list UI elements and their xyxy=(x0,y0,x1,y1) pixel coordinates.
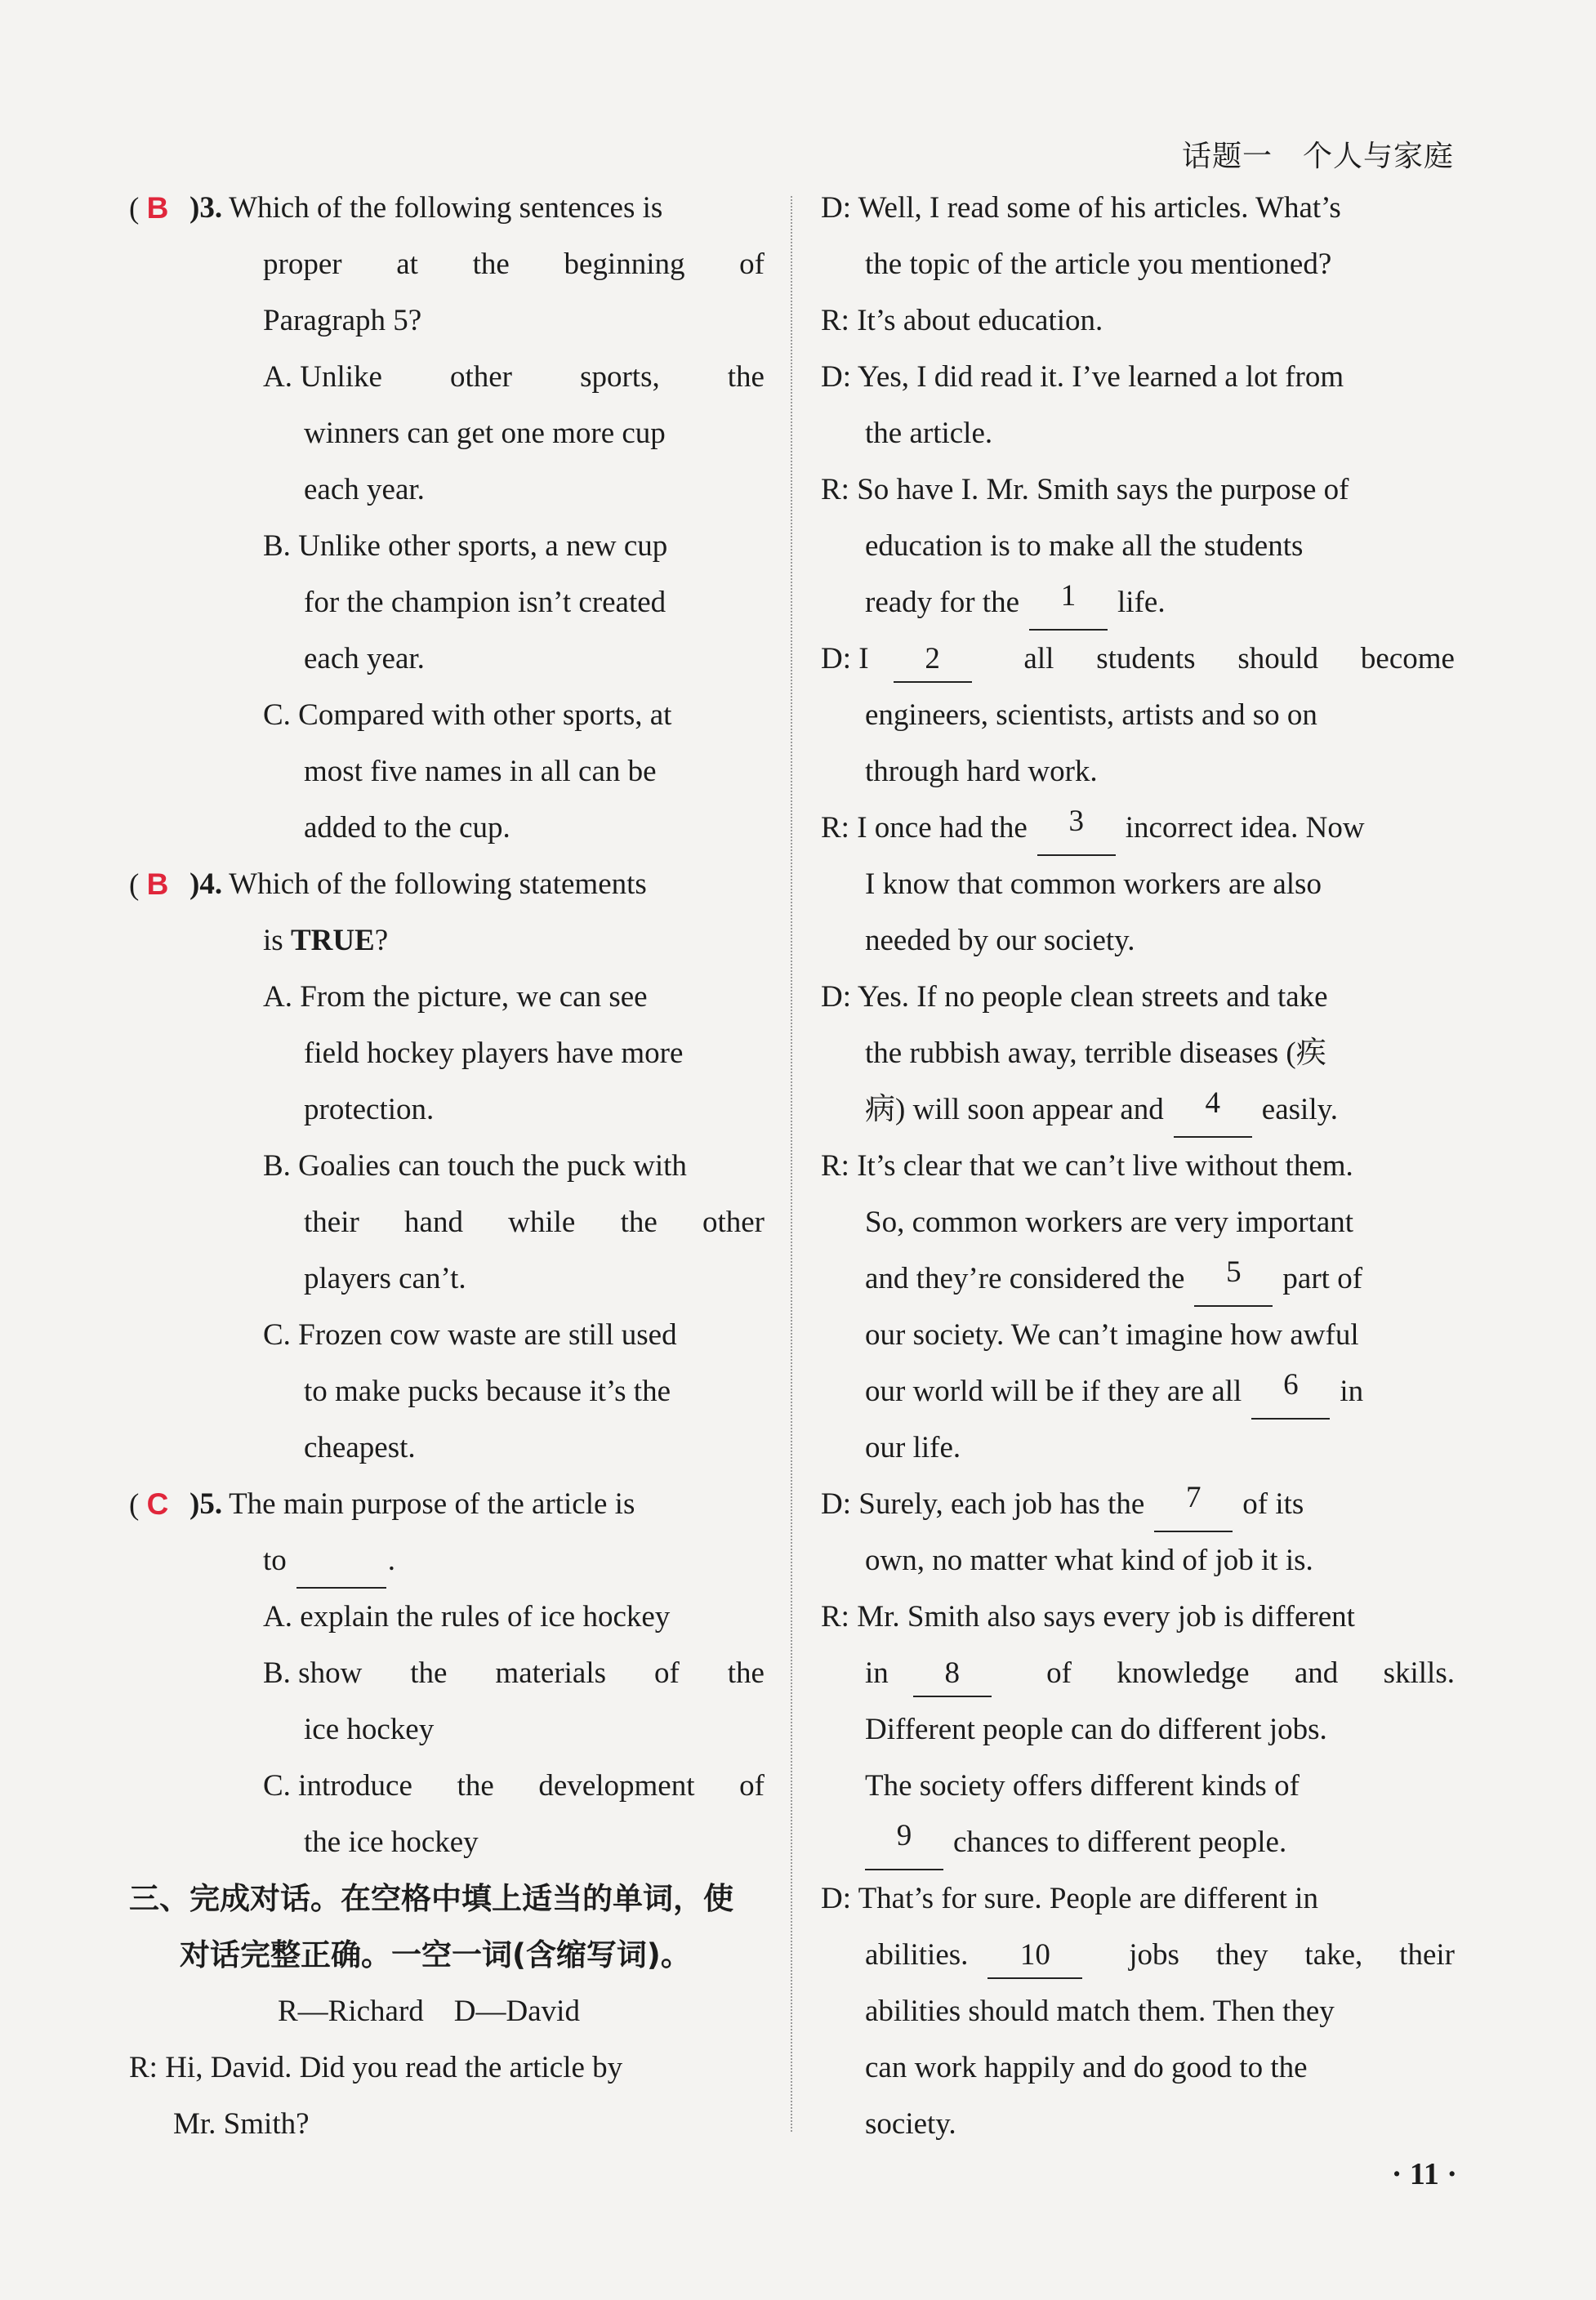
q5-option-b: B. show the materials of the ice hockey xyxy=(263,1656,765,1746)
blank-1[interactable]: 1 xyxy=(1029,574,1108,631)
q5-stem-line-2: to . xyxy=(129,1532,765,1589)
dialogue-turn-6: R: I once had the 3 incorrect idea. Now I know that common workers are also needed by our society. xyxy=(821,800,1455,969)
q4-stem-line-2: is TRUE ? xyxy=(263,924,389,957)
q4-option-b: B. Goalies can touch the puck with their hand while the other players can’t. xyxy=(263,1149,765,1295)
q3-stem-line-3: Paragraph 5? xyxy=(263,304,422,337)
column-divider xyxy=(791,196,792,2132)
q4-answer: B xyxy=(146,867,169,901)
dialogue-opening-line-2: Mr. Smith? xyxy=(173,2107,310,2141)
q3-option-b: B. Unlike other sports, a new cup for the champion isn’t created each year. xyxy=(263,529,668,675)
faint-stamp xyxy=(1310,65,1555,123)
blank-8[interactable]: 8 xyxy=(913,1651,992,1697)
dialogue-turn-9: D: Surely, each job has the 7 of its own, no matter what kind of job it is. xyxy=(821,1476,1455,1589)
q3-open-paren: ( xyxy=(129,192,140,225)
dialogue-turn-11: D: That’s for sure. People are different in abilities. 10 jobs they take, their abilities should match them. Then they can work happily and do good to the society. xyxy=(821,1882,1455,2141)
q5-stem-line-1: The main purpose of the article is xyxy=(229,1487,635,1521)
blank-10[interactable]: 10 xyxy=(987,1933,1082,1979)
dialogue-turn-4: R: So have I. Mr. Smith says the purpose of education is to make all the students ready for the 1 life. xyxy=(821,461,1455,631)
q3-option-a: A. Unlike other sports, the winners can get one more cup each year. xyxy=(263,360,765,506)
right-column xyxy=(821,180,1455,2152)
q5-blank[interactable] xyxy=(296,1532,386,1589)
q5-number: )5. xyxy=(189,1487,223,1521)
q4-stem-line-1: Which of the following statements xyxy=(229,867,647,901)
blank-4[interactable]: 4 xyxy=(1174,1081,1252,1138)
q5-option-c: C. introduce the development of the ice hockey xyxy=(263,1769,765,1859)
q5-open-paren: ( xyxy=(129,1488,140,1522)
q4-line-1 xyxy=(129,856,765,912)
page-number: · 11 · xyxy=(1391,2157,1457,2191)
q3-answer: B xyxy=(146,191,169,225)
q3-number: )3. xyxy=(189,191,223,225)
blank-9[interactable]: 9 xyxy=(865,1814,943,1870)
dialogue-turn-3: D: Yes, I did read it. I’ve learned a lot from the article. xyxy=(821,360,1344,450)
section-3 xyxy=(129,1870,765,2152)
blank-5[interactable]: 5 xyxy=(1194,1250,1273,1307)
q3-stem-line-1: Which of the following sentences is xyxy=(229,191,663,225)
q3-option-c: C. Compared with other sports, at most five names in all can be added to the cup. xyxy=(263,698,672,845)
q4-option-a: A. From the picture, we can see field hockey players have more protection. xyxy=(263,980,684,1126)
dialogue-turn-8: R: It’s clear that we can’t live without them. So, common workers are very important and they’re considered the 5 part of our society. We can’t imagine how awful our world will be if they are all 6 in our life. xyxy=(821,1149,1364,1464)
q4-open-paren: ( xyxy=(129,868,140,902)
q3-stem-line-2: proper at the beginning of xyxy=(263,247,765,281)
question-5 xyxy=(129,1476,765,1870)
blank-2[interactable]: 2 xyxy=(894,637,972,683)
dialogue-turn-5: D: I 2 all students should become engineers, scientists, artists and so on through hard work. xyxy=(821,631,1455,800)
q3-line-1 xyxy=(129,180,765,236)
section-3-speakers: R—Richard D—David xyxy=(278,1995,580,2028)
blank-7[interactable]: 7 xyxy=(1154,1476,1233,1532)
left-column xyxy=(129,180,765,2152)
dialogue-opening-line-1: R: Hi, David. Did you read the article by xyxy=(129,2051,623,2084)
q5-answer: C xyxy=(146,1487,169,1521)
question-3 xyxy=(129,180,765,856)
q5-option-a: A. explain the rules of ice hockey xyxy=(263,1600,671,1634)
dialogue-turn-2: R: It’s about education. xyxy=(821,304,1103,337)
q4-number: )4. xyxy=(189,867,223,901)
section-3-title-line-1: 三、完成对话。在空格中填上适当的单词，使 xyxy=(129,1881,733,1916)
dialogue-turn-1: D: Well, I read some of his articles. What’s the topic of the article you mentioned? xyxy=(821,191,1341,281)
blank-3[interactable]: 3 xyxy=(1037,800,1116,856)
dialogue-turn-10: R: Mr. Smith also says every job is different in 8 of knowledge and skills. Different people can do different jobs. The society offers different kinds of 9 chances to different people. xyxy=(821,1589,1455,1870)
q4-option-c: C. Frozen cow waste are still used to make pucks because it’s the cheapest. xyxy=(263,1318,677,1464)
dialogue-turn-7: D: Yes. If no people clean streets and take the rubbish away, terrible diseases (疾 病) will soon appear and 4 easily. xyxy=(821,969,1455,1138)
question-4 xyxy=(129,856,765,1476)
q5-line-1 xyxy=(129,1476,765,1532)
section-3-title-line-2: 对话完整正确。一空一词(含缩写词)。 xyxy=(180,1937,691,1972)
page-header-topic: 话题一 个人与家庭 xyxy=(1181,140,1454,173)
blank-6[interactable]: 6 xyxy=(1251,1363,1330,1420)
